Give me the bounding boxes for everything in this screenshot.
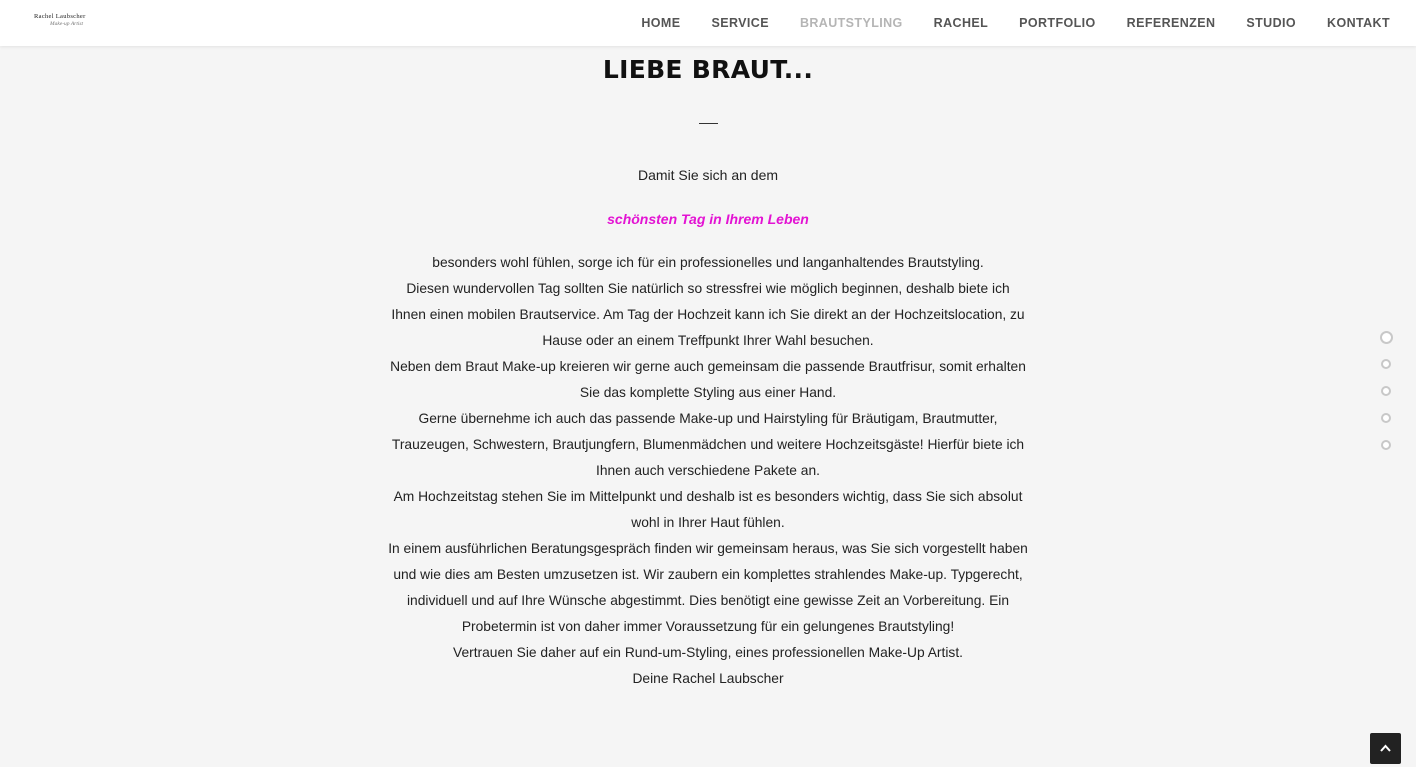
scroll-to-top-button[interactable]: [1370, 733, 1401, 764]
body-paragraph: Neben dem Braut Make-up kreieren wir gerne auch gemeinsam die passende Brautfrisur, somit erhalten Sie das komplette Styling aus einer Hand.: [390, 359, 1026, 400]
section-dot-3[interactable]: [1381, 386, 1391, 396]
nav-item-portfolio[interactable]: PORTFOLIO: [1019, 16, 1096, 30]
body-text: [388, 250, 1028, 692]
body-paragraph: In einem ausführlichen Beratungsgespräch finden wir gemeinsam heraus, was Sie sich vorgestellt haben und wie dies am Besten umzusetzen ist. Wir zaubern ein komplettes strahlendes Make-up. Typgerecht, individuell und auf Ihre Wünsche abgestimmt. Dies benötigt eine gewisse Zeit an Vorbereitung. Ein Probetermin ist von daher immer Voraussetzung für ein gelungenes Brautstyling!: [388, 541, 1028, 634]
intro-text: Damit Sie sich an dem: [637, 167, 779, 183]
highlight-text: schönsten Tag in Ihrem Leben: [607, 211, 809, 227]
section-dot-5[interactable]: [1381, 440, 1391, 450]
nav-item-home[interactable]: HOME: [641, 16, 681, 30]
main-nav: [610, 0, 1390, 46]
body-paragraph: Diesen wundervollen Tag sollten Sie natürlich so stressfrei wie möglich beginnen, deshalb biete ich Ihnen einen mobilen Brautservice. Am Tag der Hochzeit kann ich Sie direkt an der Hochzeitslocation, zu Hause oder an einem Treffpunkt Ihrer Wahl besuchen.: [391, 281, 1025, 348]
nav-item-kontakt[interactable]: KONTAKT: [1327, 16, 1390, 30]
nav-item-service[interactable]: SERVICE: [711, 16, 769, 30]
chevron-up-icon: [1380, 744, 1391, 752]
logo-subtitle: Make-up Artist: [50, 21, 84, 27]
nav-item-rachel[interactable]: RACHEL: [933, 16, 989, 30]
body-paragraph: Am Hochzeitstag stehen Sie im Mittelpunkt und deshalb ist es besonders wichtig, dass Sie sich absolut wohl in Ihrer Haut fühlen.: [393, 489, 1023, 530]
nav-item-studio[interactable]: STUDIO: [1246, 16, 1297, 30]
body-paragraph: Vertrauen Sie daher auf ein Rund-um-Styling, eines professionellen Make-Up Artist.: [453, 645, 963, 660]
logo-name: Rachel Laubscher: [34, 13, 86, 20]
section-dot-4[interactable]: [1381, 413, 1391, 423]
section-dot-2[interactable]: [1381, 359, 1391, 369]
nav-item-brautstyling[interactable]: BRAUTSTYLING: [799, 16, 903, 30]
brautstyling-section: [0, 46, 1416, 692]
top-navigation-bar: [0, 0, 1416, 46]
section-heading: LIEBE BRAUT...: [602, 55, 814, 84]
signature: Deine Rachel Laubscher: [632, 671, 784, 686]
nav-item-referenzen[interactable]: REFERENZEN: [1126, 16, 1216, 30]
section-dot-1[interactable]: [1380, 331, 1393, 344]
logo[interactable]: [34, 13, 88, 29]
section-dot-navigation: [1380, 331, 1392, 467]
body-paragraph: besonders wohl fühlen, sorge ich für ein professionelles und langanhaltendes Brautstyling.: [432, 255, 984, 270]
body-paragraph: Gerne übernehme ich auch das passende Make-up und Hairstyling für Bräutigam, Brautmutter, Trauzeugen, Schwestern, Brautjungfern, Blumenmädchen und weitere Hochzeitsgäste! Hierfür biete ich Ihnen auch verschiedene Pakete an.: [391, 411, 1025, 478]
heading-divider: [699, 123, 718, 124]
